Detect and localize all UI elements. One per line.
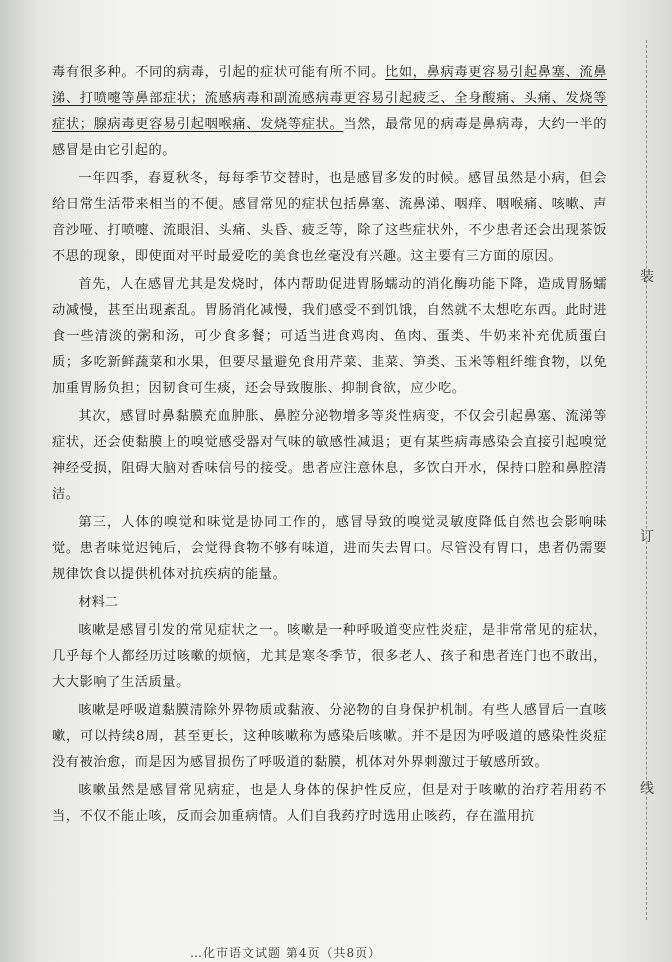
document-page xyxy=(52,60,607,940)
paragraph-1 xyxy=(52,60,607,164)
paragraph-7: 咳嗽是呼吸道黏膜清除外界物质或黏液、分泌物的自身保护机制。有些人感冒后一直咳嗽，可以持续8周，甚至更长，这种咳嗽称为感染后咳嗽。并不是因为呼吸道的感染性炎症没有被治愈，而是因为感冒损伤了呼吸道的黏膜，机体对外界刺激过于敏感所致。 xyxy=(52,703,607,770)
paragraph-3: 首先，人在感冒尤其是发烧时，体内帮助促进胃肠蠕动的消化酶功能下降，造成胃肠蠕动减慢，甚至出现紊乱。胃肠消化减慢，我们感受不到饥饿，自然就不太想吃东西。此时进食一些清淡的粥和汤，可少食多餐；可适当进食鸡肉、鱼肉、蛋类、牛奶来补充优质蛋白质；多吃新鲜蔬菜和水果，但要尽量避免食用芹菜、韭菜、笋类、玉米等粗纤维食物，以免加重胃肠负担；因韧食可生痰，还会导致腹胀、抑制食欲，应少吃。 xyxy=(52,277,607,396)
paragraph-6: 咳嗽是感冒引发的常见症状之一。咳嗽是一种呼吸道变应性炎症，是非常常见的症状，几乎每个人都经历过咳嗽的烦恼，尤其是寒冬季节，很多老人、孩子和患者连门也不敢出，大大影响了生活质量。 xyxy=(52,623,607,690)
p1-underlined: 比如，鼻病毒更容易引起鼻塞、流鼻涕、打喷嚏等鼻部症状；流感病毒和副流感病毒更容易引起疲乏、全身酸痛、头痛、发烧等症状；腺病毒更容易引起咽喉痛、发烧等症状。 xyxy=(52,65,607,132)
paragraph-2: 一年四季，春夏秋冬，每每季节交替时，也是感冒多发的时候。感冒虽然是小病，但会给日常生活带来相当的不便。感冒常见的症状包括鼻塞、流鼻涕、咽痒、咽喉痛、咳嗽、声音沙哑、打喷嚏、流眼泪、头痛、头昏、疲乏等，除了这些症状外，不少患者还会出现茶饭不思的现象，即使面对平时最爱吃的美食也丝毫没有兴趣。这主要有三方面的原因。 xyxy=(52,171,607,264)
margin-label-ding: 订 xyxy=(640,529,654,545)
p1-part-a: 毒有很多种。不同的病毒，引起的症状可能有所不同。 xyxy=(52,65,386,80)
paragraph-8: 咳嗽虽然是感冒常见病症，也是人身体的保护性反应，但是对于咳嗽的治疗若用药不当，不仅不能止咳，反而会加重病情。人们自我药疗时选用止咳药，存在滥用抗 xyxy=(52,783,607,824)
p1-part-c: 当然，最常见的病毒是鼻病毒，大约一半的感冒是由它引起的。 xyxy=(52,117,607,158)
page-footer: …化市语文试题 第4页（共8页） xyxy=(190,946,382,960)
paragraph-4: 其次，感冒时鼻黏膜充血肿胀、鼻腔分泌物增多等炎性病变，不仅会引起鼻塞、流涕等症状，还会使黏膜上的嗅觉感受器对气味的敏感性减退；更有某些病毒感染会直接引起嗅觉神经受损，阻碍大脑对香味信号的接受。患者应注意休息，多饮白开水，保持口腔和鼻腔清洁。 xyxy=(52,409,607,502)
paragraph-5: 第三，人体的嗅觉和味觉是协同工作的，感冒导致的嗅觉灵敏度降低自然也会影响味觉。患者味觉迟钝后，会觉得食物不够有味道，进而失去胃口。尽管没有胃口，患者仍需要规律饮食以提供机体对抗疾病的能量。 xyxy=(52,515,607,582)
margin-label-xian: 线 xyxy=(640,781,654,797)
section-heading: 材料二 xyxy=(78,595,118,610)
margin-label-zhuang: 装 xyxy=(640,269,654,285)
